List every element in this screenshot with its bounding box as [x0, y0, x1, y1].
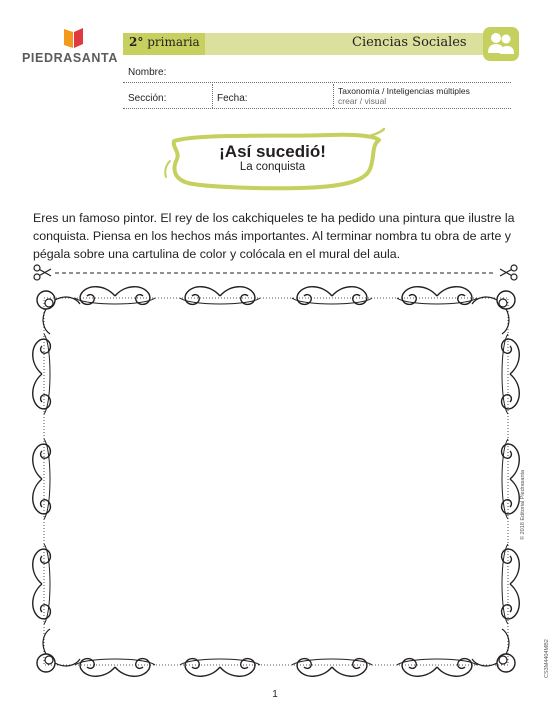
taxonomy-value: crear / visual — [338, 96, 387, 106]
activity-subtitle: La conquista — [239, 161, 306, 173]
name-label: Nombre: — [128, 67, 167, 78]
document-code: CS3M4404MB2 — [544, 639, 550, 678]
page-number: 1 — [272, 689, 278, 700]
grade-number: 2° — [129, 35, 144, 49]
scissors-icon — [34, 265, 51, 280]
instructions: Eres un famoso pintor. El rey de los cakchiqueles te ha pedido una pintura que ilustre la conquista. Piensa en los hechos más importantes. Al terminar nombra tu obra de arte y pégala sobre una cartulina de color y colócala en el mural del aula. — [33, 211, 515, 261]
name-field[interactable] — [123, 82, 511, 83]
piedrasanta-logo-icon — [63, 27, 85, 49]
subject-badge — [483, 27, 519, 61]
section-label: Sección: — [128, 93, 167, 104]
cut-line — [33, 262, 518, 282]
activity-title: ¡Así sucedió! — [219, 142, 326, 161]
section-date-field[interactable] — [123, 108, 511, 109]
copyright-notice: © 2018 Editorial Piedrasanta — [520, 469, 526, 540]
date-label: Fecha: — [217, 93, 248, 104]
scissors-icon — [500, 265, 517, 280]
grade-word: primaria — [147, 35, 200, 49]
divider — [333, 84, 334, 108]
brand-name: PIEDRASANTA — [22, 51, 118, 65]
drawing-area[interactable] — [60, 318, 492, 648]
subject-label: Ciencias Sociales — [352, 35, 467, 50]
divider — [212, 84, 213, 108]
grade-label — [129, 35, 200, 49]
people-icon — [483, 27, 519, 61]
taxonomy-label: Taxonomía / Inteligencias múltiples — [338, 86, 470, 96]
